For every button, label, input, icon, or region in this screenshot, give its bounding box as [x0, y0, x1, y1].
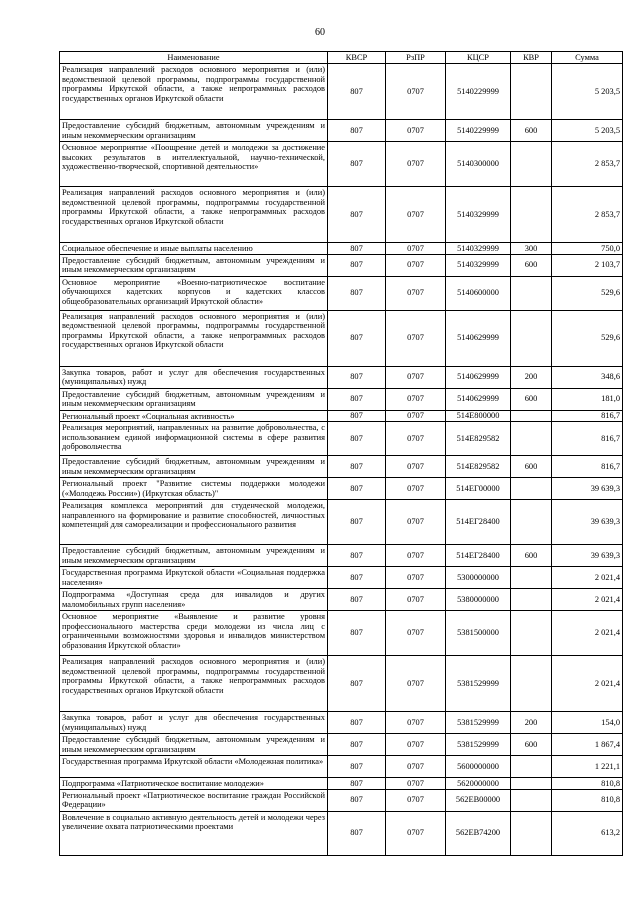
row-kvsr: 807 [328, 478, 386, 500]
row-kvr: 600 [511, 388, 552, 410]
row-name: Предоставление субсидий бюджетным, автономным учреждениям и иным некоммерческим организациям [60, 254, 328, 276]
row-sum: 613,2 [552, 811, 623, 855]
table-row [60, 734, 623, 756]
header-kvsr: КВСР [328, 52, 386, 64]
row-sum: 5 203,5 [552, 120, 623, 142]
row-kvr: 200 [511, 712, 552, 734]
row-sum: 2 103,7 [552, 254, 623, 276]
row-sum: 2 021,4 [552, 611, 623, 656]
row-kcsr: 5140300000 [446, 142, 511, 187]
table-row [60, 589, 623, 611]
row-kvr [511, 187, 552, 243]
row-kvr [511, 589, 552, 611]
row-name: Основное мероприятие «Военно-патриотическое воспитание обучающихся кадетских корпусов и кадетских классов общеобразовательных организаций Иркутской области» [60, 276, 328, 310]
row-rzpr: 0707 [386, 120, 446, 142]
row-name: Закупка товаров, работ и услуг для обеспечения государственных (муниципальных) нужд [60, 366, 328, 388]
row-kvr: 600 [511, 120, 552, 142]
row-name: Государственная программа Иркутской области «Социальная поддержка населения» [60, 567, 328, 589]
table-row [60, 656, 623, 712]
row-name: Основное мероприятие «Выявление и развитие уровня профессионального мастерства среди молодежи из числа лиц с ограниченными возможностями здоровья и инвалидов министерством образования Иркутской области» [60, 611, 328, 656]
table-row [60, 778, 623, 790]
row-sum: 529,6 [552, 310, 623, 366]
row-name: Реализация направлений расходов основного мероприятия и (или) ведомственной целевой программы, подпрограммы государственной программы Иркутской области, а также непрограммных расходов государственных органов Иркутской области [60, 310, 328, 366]
row-kvr [511, 611, 552, 656]
row-rzpr: 0707 [386, 187, 446, 243]
row-name: Региональный проект "Развитие системы поддержки молодежи («Молодежь России») (Иркутская область)" [60, 478, 328, 500]
row-kvsr: 807 [328, 410, 386, 422]
row-kcsr: 562EB00000 [446, 789, 511, 811]
row-rzpr: 0707 [386, 422, 446, 456]
budget-table [59, 51, 623, 856]
row-kcsr: 5140629999 [446, 388, 511, 410]
header-name: Наименование [60, 52, 328, 64]
row-sum: 816,7 [552, 456, 623, 478]
row-kcsr: 5380000000 [446, 589, 511, 611]
row-name: Государственная программа Иркутской области «Молодежная политика» [60, 756, 328, 778]
row-kcsr: 5140329999 [446, 187, 511, 243]
row-rzpr: 0707 [386, 478, 446, 500]
row-kvr: 300 [511, 243, 552, 255]
header-sum: Сумма [552, 52, 623, 64]
row-kcsr: 5140329999 [446, 243, 511, 255]
row-kvsr: 807 [328, 789, 386, 811]
table-row [60, 567, 623, 589]
header-kcsr: КЦСР [446, 52, 511, 64]
table-row [60, 64, 623, 120]
row-rzpr: 0707 [386, 142, 446, 187]
row-name: Предоставление субсидий бюджетным, автономным учреждениям и иным некоммерческим организациям [60, 120, 328, 142]
row-kvr: 600 [511, 456, 552, 478]
table-row [60, 811, 623, 855]
row-rzpr: 0707 [386, 388, 446, 410]
row-kcsr: 514ЕГ28400 [446, 500, 511, 545]
table-row [60, 276, 623, 310]
row-kcsr: 5140229999 [446, 120, 511, 142]
table-row [60, 456, 623, 478]
row-rzpr: 0707 [386, 567, 446, 589]
row-sum: 348,6 [552, 366, 623, 388]
row-kvsr: 807 [328, 187, 386, 243]
row-kcsr: 5140629999 [446, 366, 511, 388]
row-sum: 2 021,4 [552, 656, 623, 712]
row-rzpr: 0707 [386, 276, 446, 310]
row-kvr [511, 310, 552, 366]
row-kcsr: 514E829582 [446, 456, 511, 478]
row-rzpr: 0707 [386, 789, 446, 811]
row-kvr [511, 567, 552, 589]
row-rzpr: 0707 [386, 366, 446, 388]
row-sum: 2 853,7 [552, 187, 623, 243]
row-rzpr: 0707 [386, 712, 446, 734]
table-header-row [60, 52, 623, 64]
row-sum: 2 853,7 [552, 142, 623, 187]
row-kvr [511, 64, 552, 120]
table-row [60, 254, 623, 276]
table-row [60, 187, 623, 243]
row-rzpr: 0707 [386, 500, 446, 545]
row-kvsr: 807 [328, 500, 386, 545]
header-kvr: КВР [511, 52, 552, 64]
row-name: Реализация комплекса мероприятий для студенческой молодежи, направленного на формирование и развитие способностей, личностных компетенций для самореализации и профессионального развития [60, 500, 328, 545]
table-row [60, 478, 623, 500]
row-kvsr: 807 [328, 456, 386, 478]
table-row [60, 611, 623, 656]
row-kvsr: 807 [328, 778, 386, 790]
table-row [60, 366, 623, 388]
row-sum: 750,0 [552, 243, 623, 255]
row-kvsr: 807 [328, 120, 386, 142]
table-row [60, 410, 623, 422]
row-sum: 5 203,5 [552, 64, 623, 120]
row-kvsr: 807 [328, 243, 386, 255]
row-kvr [511, 142, 552, 187]
table-row [60, 142, 623, 187]
row-rzpr: 0707 [386, 756, 446, 778]
table-row [60, 422, 623, 456]
table-row [60, 500, 623, 545]
header-rzpr: РзПР [386, 52, 446, 64]
row-kvsr: 807 [328, 64, 386, 120]
row-name: Реализация мероприятий, направленных на развитие добровольчества, с использованием единой информационной системы в сфере развития добровольчества [60, 422, 328, 456]
row-kcsr: 5140629999 [446, 310, 511, 366]
table-row [60, 545, 623, 567]
row-kvsr: 807 [328, 366, 386, 388]
row-kvsr: 807 [328, 545, 386, 567]
row-kcsr: 514E829582 [446, 422, 511, 456]
row-sum: 816,7 [552, 422, 623, 456]
row-kvr [511, 422, 552, 456]
row-sum: 1 221,1 [552, 756, 623, 778]
row-kcsr: 5140600000 [446, 276, 511, 310]
row-kvr: 600 [511, 254, 552, 276]
table-row [60, 388, 623, 410]
row-kvr: 600 [511, 545, 552, 567]
row-name: Закупка товаров, работ и услуг для обеспечения государственных (муниципальных) нужд [60, 712, 328, 734]
row-sum: 154,0 [552, 712, 623, 734]
row-name: Региональный проект «Патриотическое воспитание граждан Российской Федерации» [60, 789, 328, 811]
row-kvr [511, 778, 552, 790]
row-name: Реализация направлений расходов основного мероприятия и (или) ведомственной целевой программы, подпрограммы государственной программы Иркутской области, а также непрограммных расходов государственных органов Иркутской области [60, 187, 328, 243]
row-kvr [511, 478, 552, 500]
row-kvr [511, 756, 552, 778]
row-rzpr: 0707 [386, 611, 446, 656]
row-kvsr: 807 [328, 611, 386, 656]
row-rzpr: 0707 [386, 811, 446, 855]
row-kvr [511, 276, 552, 310]
page-number: 60 [315, 27, 325, 38]
row-rzpr: 0707 [386, 64, 446, 120]
row-kvr: 600 [511, 734, 552, 756]
row-rzpr: 0707 [386, 778, 446, 790]
row-kcsr: 5300000000 [446, 567, 511, 589]
table-row [60, 310, 623, 366]
row-name: Вовлечение в социально активную деятельность детей и молодежи через увеличение охвата патриотическими проектами [60, 811, 328, 855]
row-kvsr: 807 [328, 276, 386, 310]
table-row [60, 789, 623, 811]
row-kcsr: 514ЕГ28400 [446, 545, 511, 567]
row-sum: 529,6 [552, 276, 623, 310]
row-kvsr: 807 [328, 310, 386, 366]
row-name: Основное мероприятие «Поощрение детей и молодежи за достижение высоких результатов в интеллектуальной, научно-технической, художественно-творческой, спортивной деятельности» [60, 142, 328, 187]
row-kcsr: 5140229999 [446, 64, 511, 120]
row-kvr [511, 656, 552, 712]
row-name: Подпрограмма «Доступная среда для инвалидов и других маломобильных групп населения» [60, 589, 328, 611]
row-kvsr: 807 [328, 734, 386, 756]
row-kcsr: 514ЕГ00000 [446, 478, 511, 500]
row-rzpr: 0707 [386, 456, 446, 478]
row-kvsr: 807 [328, 756, 386, 778]
row-sum: 39 639,3 [552, 478, 623, 500]
row-name: Предоставление субсидий бюджетным, автономным учреждениям и иным некоммерческим организациям [60, 734, 328, 756]
row-kcsr: 5381529999 [446, 712, 511, 734]
row-kvsr: 807 [328, 567, 386, 589]
table-row [60, 712, 623, 734]
row-sum: 810,8 [552, 778, 623, 790]
row-kvsr: 807 [328, 656, 386, 712]
row-name: Реализация направлений расходов основного мероприятия и (или) ведомственной целевой программы, подпрограммы государственной программы Иркутской области, а также непрограммных расходов государственных органов Иркутской области [60, 656, 328, 712]
row-name: Подпрограмма «Патриотическое воспитание молодежи» [60, 778, 328, 790]
row-rzpr: 0707 [386, 254, 446, 276]
row-name: Реализация направлений расходов основного мероприятия и (или) ведомственной целевой программы, подпрограммы государственной программы Иркутской области, а также непрограммных расходов государственных органов Иркутской области [60, 64, 328, 120]
row-rzpr: 0707 [386, 310, 446, 366]
row-kcsr: 5620000000 [446, 778, 511, 790]
row-sum: 1 867,4 [552, 734, 623, 756]
table-row [60, 756, 623, 778]
row-sum: 39 639,3 [552, 545, 623, 567]
row-kcsr: 5381529999 [446, 656, 511, 712]
row-kvsr: 807 [328, 254, 386, 276]
row-sum: 810,8 [552, 789, 623, 811]
row-kvr: 200 [511, 366, 552, 388]
row-sum: 39 639,3 [552, 500, 623, 545]
row-kvr [511, 410, 552, 422]
row-kvsr: 807 [328, 142, 386, 187]
row-kvr [511, 811, 552, 855]
row-rzpr: 0707 [386, 589, 446, 611]
row-kcsr: 5140329999 [446, 254, 511, 276]
row-rzpr: 0707 [386, 545, 446, 567]
row-kcsr: 5381529999 [446, 734, 511, 756]
row-sum: 2 021,4 [552, 589, 623, 611]
row-sum: 181,0 [552, 388, 623, 410]
row-rzpr: 0707 [386, 734, 446, 756]
row-kcsr: 514E800000 [446, 410, 511, 422]
row-name: Предоставление субсидий бюджетным, автономным учреждениям и иным некоммерческим организациям [60, 545, 328, 567]
row-kvsr: 807 [328, 811, 386, 855]
row-kvr [511, 500, 552, 545]
row-kvr [511, 789, 552, 811]
row-kcsr: 562EB74200 [446, 811, 511, 855]
row-name: Региональный проект «Социальная активность» [60, 410, 328, 422]
row-kcsr: 5600000000 [446, 756, 511, 778]
row-kvsr: 807 [328, 388, 386, 410]
row-sum: 2 021,4 [552, 567, 623, 589]
row-kvsr: 807 [328, 712, 386, 734]
row-kvsr: 807 [328, 589, 386, 611]
row-name: Социальное обеспечение и иные выплаты населению [60, 243, 328, 255]
row-rzpr: 0707 [386, 656, 446, 712]
row-name: Предоставление субсидий бюджетным, автономным учреждениям и иным некоммерческим организациям [60, 456, 328, 478]
table-row [60, 120, 623, 142]
row-sum: 816,7 [552, 410, 623, 422]
row-rzpr: 0707 [386, 243, 446, 255]
row-kvsr: 807 [328, 422, 386, 456]
row-kcsr: 5381500000 [446, 611, 511, 656]
row-name: Предоставление субсидий бюджетным, автономным учреждениям и иным некоммерческим организациям [60, 388, 328, 410]
table-row [60, 243, 623, 255]
row-rzpr: 0707 [386, 410, 446, 422]
